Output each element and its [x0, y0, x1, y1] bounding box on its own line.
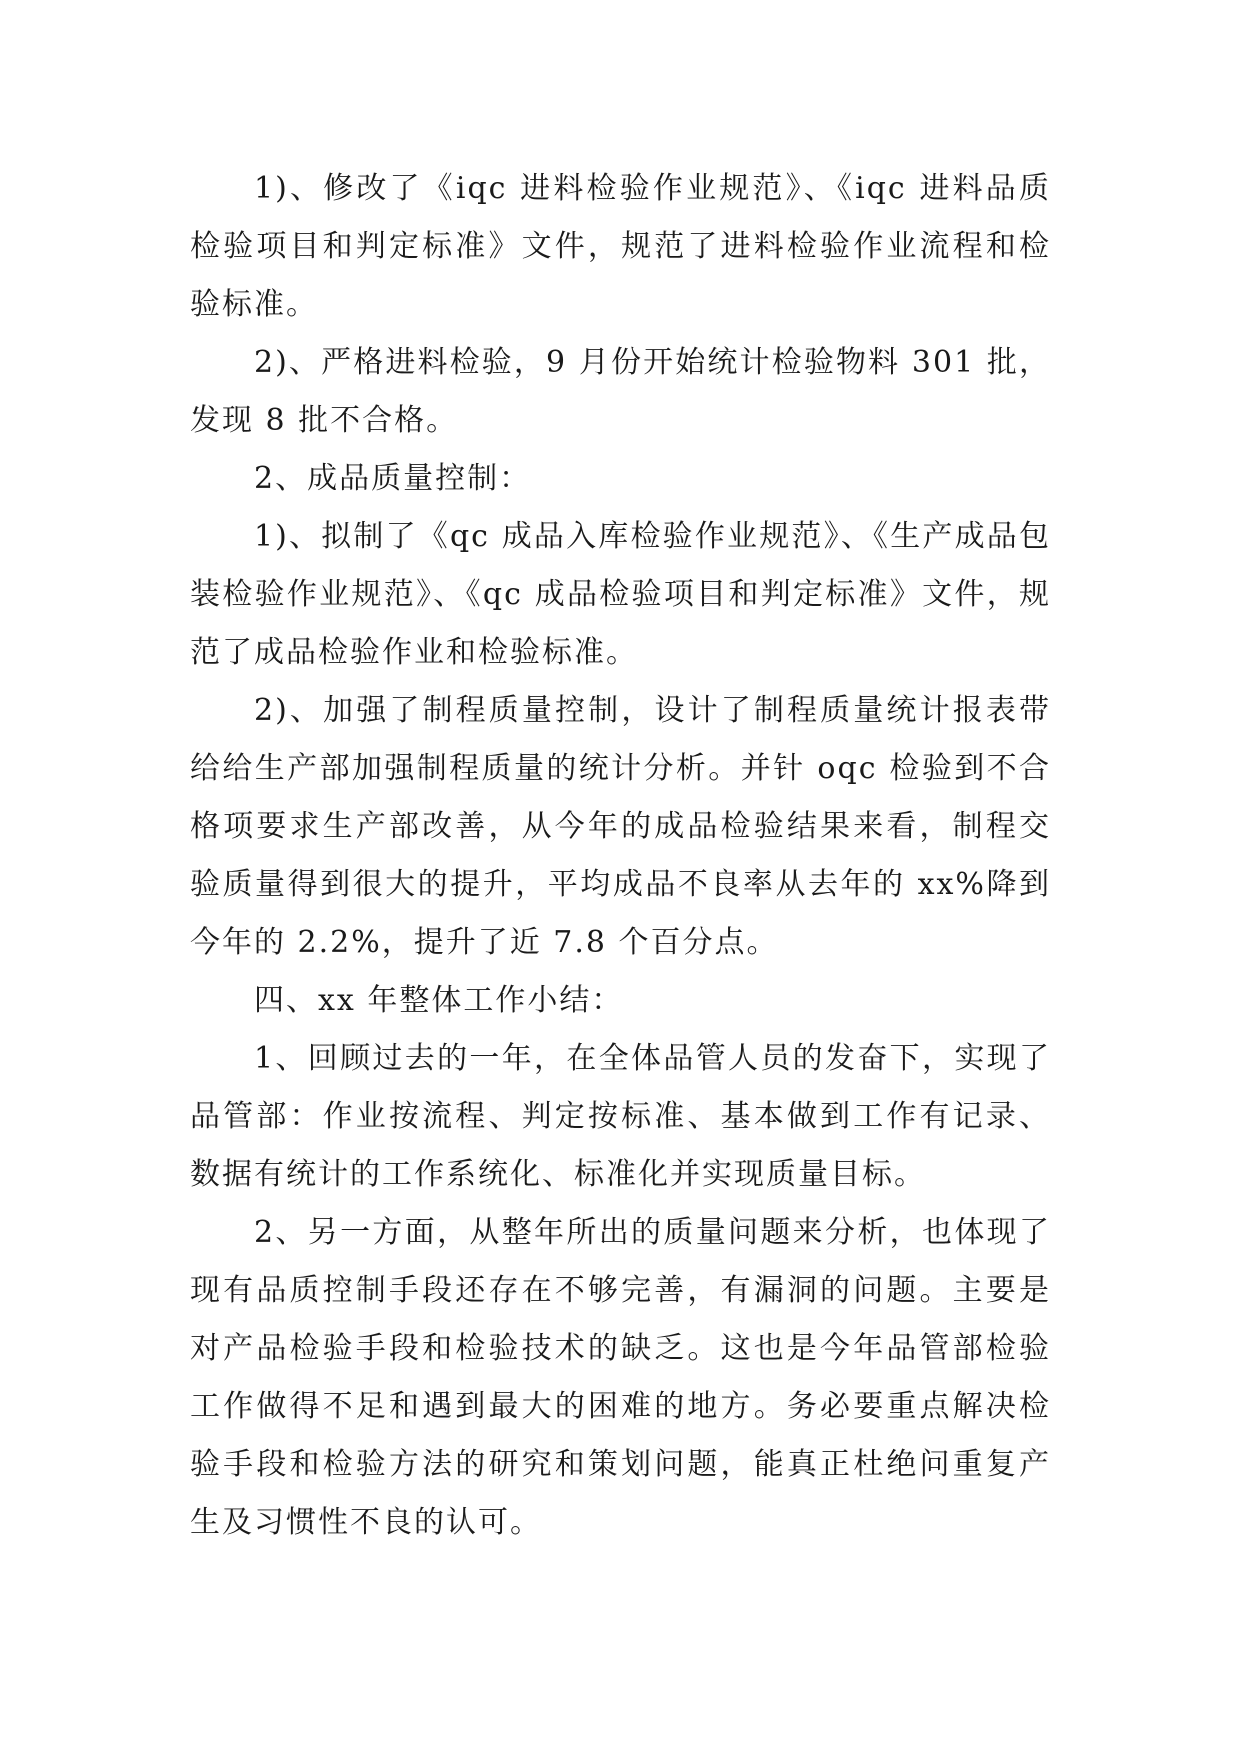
paragraph-analysis: 2、另一方面，从整年所出的质量问题来分析，也体现了现有品质控制手段还存在不够完善，有漏洞的问题。主要是对产品检验手段和检验技术的缺乏。这也是今年品管部检验工作做得不足和遇到最大的困难的地方。务必要重点解决检验手段和检验方法的研究和策划问题，能真正杜绝问重复产生及习惯性不良的认可。 — [190, 1215, 1051, 1540]
paragraph-qc-standards: 1)、拟制了《qc 成品入库检验作业规范》、《生产成品包装检验作业规范》、《qc 成品检验项目和判定标准》文件，规范了成品检验作业和检验标准。 — [190, 519, 1051, 670]
paragraph-iqc-standards: 1)、修改了《iqc 进料检验作业规范》、《iqc 进料品质检验项目和判定标准》文件，规范了进料检验作业流程和检验标准。 — [190, 171, 1051, 322]
document-body — [190, 160, 1051, 1552]
paragraph-process-control: 2)、加强了制程质量控制，设计了制程质量统计报表带给给生产部加强制程质量的统计分析。并针 oqc 检验到不合格项要求生产部改善，从今年的成品检验结果来看，制程交验质量得到很大的提升，平均成品不良率从去年的 xx%降到今年的 2.2%，提升了近 7.8 个百分点。 — [190, 693, 1051, 960]
paragraph-summary-heading: 四、xx 年整体工作小结： — [254, 983, 624, 1018]
paragraph-incoming-inspection: 2)、严格进料检验，9 月份开始统计检验物料 301 批，发现 8 批不合格。 — [190, 345, 1051, 438]
paragraph-review: 1、回顾过去的一年，在全体品管人员的发奋下，实现了品管部：作业按流程、判定按标准、基本做到工作有记录、数据有统计的工作系统化、标准化并实现质量目标。 — [190, 1041, 1051, 1192]
paragraph-finished-product-heading: 2、成品质量控制： — [254, 461, 532, 496]
